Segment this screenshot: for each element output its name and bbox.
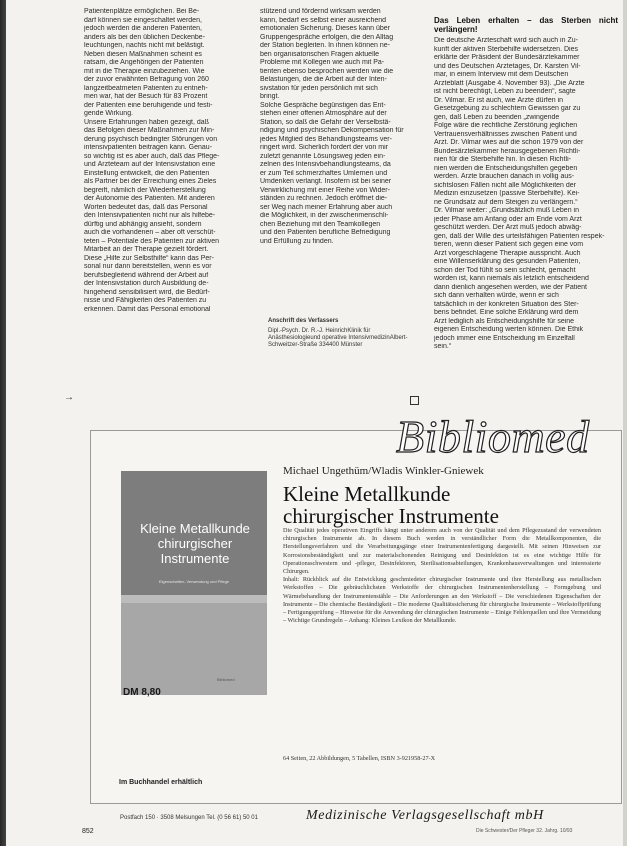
address-line: 4400 Münster: [325, 342, 363, 348]
book-description: [283, 527, 601, 625]
body-text-line: dann dienlich angesehen werden, wie der Patient: [434, 283, 587, 291]
body-text-line: emotionalen Sicherung. Dieses kann über: [260, 25, 390, 32]
body-text-line: zuletzt genannte Lösungsweg jeden ein-: [260, 152, 386, 160]
body-text-line: darf können sie eingeschaltet werden,: [84, 16, 202, 24]
body-text-line: auch die vorhandenen – aber oft verschüt-: [84, 229, 216, 236]
body-text-line: Gesetzgebung zu schlechtem Gewissen gar zu: [434, 105, 581, 112]
address-line: Albert-Schweitzer-Straße 33: [268, 335, 408, 348]
body-text-line: ser Weg nach meiner Erfahrung aber auch: [260, 203, 393, 211]
body-text-line: Worten bedeutet das, daß das Personal: [84, 203, 208, 211]
body-text-line: ratsam, die Angehörigen der Patienten: [84, 59, 204, 66]
magazine-page: [6, 0, 623, 846]
body-text-line: werden. Ärzte brauchen danach in vollig aus-: [434, 173, 575, 180]
body-text-line: der Intensivstation durch Ausbildung de-: [84, 280, 209, 287]
bookstore-note: Im Buchhandel erhältlich: [119, 779, 203, 786]
body-text-line: den Intensivpatienten nicht nur als hilfebe-: [84, 212, 216, 219]
body-text-line: Umdenken verlangt. Insofern ist bei seiner: [260, 178, 392, 185]
body-text-line: Einstellung entwickelt, die den Patienten: [84, 169, 210, 177]
article-headline: Das Leben erhalten – das Sterben nicht verlängern!: [434, 16, 618, 34]
body-text-line: Arzt lediglich als Entscheidungshilfe für seine: [434, 317, 575, 325]
body-text-line: sein.“: [434, 343, 452, 350]
body-text-line: der Autonomie des Patienten. Mit anderen: [84, 195, 215, 202]
body-text-line: tieren, wenn dieser Patient sich gegen eine vom: [434, 241, 584, 248]
body-text-line: mar, in einem Interview mit dem Deutschen: [434, 71, 569, 78]
body-text-line: Vertrauensverhältnisses zwischen Patient und: [434, 130, 577, 138]
book-title-line-2: chirurgischer Instrumente: [283, 504, 499, 528]
body-text-line: stehen einer offenen Atmosphäre auf der: [260, 110, 387, 117]
body-text-line: leuchtungen, nachts nicht mit belästigt.: [84, 42, 205, 49]
body-text-line: sivstation für jeden persönlich mit sich: [260, 84, 378, 92]
body-text-line: Die deutsche Ärzteschaft wird sich auch in Zu-: [434, 37, 578, 44]
body-text-line: langzeitbeatmeten Patienten zu entneh-: [84, 84, 208, 92]
body-text-line: Dr. Vilmar. Er ist auch, wie Ärzte dürfen in: [434, 96, 564, 104]
body-text-line: kann, bedarf es selbst einer ausreichend: [260, 16, 387, 24]
book-description-intro: Die Qualität jedes operativen Eingriffs hängt unter anderem auch von der Qualität und dem Pflegezustand der verwendeten chirurgischen Instrumente ab. In diesem Buch werden in verständlicher Form die Metallkomponenten, die Herstellungsverfahren und die Verarbeitungsgänge einer Instrumentenfertigung dargestellt. Mit seinen Hinweisen zur Korrosionsbeständigkeit und zur materialschonenden Reinigung und Desinfektion ist es eine wichtige Hilfe für Operationsschwestern und -pfleger, Desinfektoren, Sterilisationsabteilungen, Krankenhausverwaltungen und interessierte Chirurgen.: [283, 527, 601, 576]
body-text-line: men war, hat der Besuch für 83 Prozent: [84, 93, 208, 100]
body-text-line: nisse und Fähigkeiten des Patienten zu: [84, 297, 207, 304]
body-text-line: ständen zu rechnen. Jedoch eröffnet die-: [260, 195, 388, 202]
body-text-line: hingehend sensibilisiert wird, die Bedürf-: [84, 288, 210, 296]
publisher-name: Medizinische Verlagsgesellschaft mbH: [306, 808, 544, 823]
author-address: [268, 318, 418, 349]
book-authors: Michael Ungethüm/Wladis Winkler-Gniewek: [283, 465, 484, 477]
page-footer: Die Schwester/Der Pfleger 32. Jahrg. 10/93: [476, 828, 573, 834]
body-text-line: Verwirklichung mit einer Reihe von Wider-: [260, 186, 390, 194]
body-text-line: und Erfüllung zu finden.: [260, 237, 334, 245]
column-left: [84, 8, 256, 314]
body-text-line: gen, daß Leben zu beenden „zwingende: [434, 113, 560, 121]
publisher-logo: Bibliomed: [396, 411, 590, 462]
body-text-line: worden ist, kann niemals als letzlich entscheidend: [434, 275, 589, 282]
body-text-line: die Möglichkeit, in der zwischenmenschli-: [260, 212, 389, 219]
body-text-line: Unsere Erfahrungen haben gezeigt, daß: [84, 118, 209, 126]
book-title: [283, 483, 499, 527]
body-text-line: Patientenplätze ermöglichen. Bei Be-: [84, 8, 200, 15]
body-text-line: Mitarbeit an der Therapie gezielt fördert.: [84, 246, 209, 253]
body-text-line: jedoch werden die anderen Patienten,: [84, 25, 202, 32]
body-text-line: mit in die Therapie einzubeziehen. Wie: [84, 67, 205, 75]
body-text-line: und des Deutschen Ärztetages, Dr. Karsten Vil-: [434, 62, 581, 70]
body-text-line: ben organisatorischen Fragen aktuelle: [260, 50, 380, 58]
body-text-line: Arzt. Dr. Vilmar wies auf die schon 1979 von der: [434, 139, 584, 146]
body-text-line: ne Grundsatz auf dem Steigen zu verlängern.“: [434, 198, 578, 206]
book-title-line-1: Kleine Metallkunde: [283, 482, 451, 506]
body-text-line: der Patienten eine beruhigende und festi-: [84, 101, 213, 109]
body-text-line: und den Patienten berufliche Befriedigung: [260, 229, 391, 236]
cover-subtitle: Eigenschaften, Verwendung und Pflege: [158, 579, 230, 584]
body-text-line: chen Beziehung mit den Teamkollegen: [260, 220, 381, 228]
body-text-line: sich dann verhalten würde, wenn er sich: [434, 292, 559, 299]
body-text-line: stützend und fördernd wirksam werden: [260, 8, 381, 15]
body-text-line: Neben diesen Maßnahmen scheint es: [84, 50, 202, 58]
body-text-line: begreift, nämlich der Wiederherstellung: [84, 186, 206, 194]
body-text-line: Dr. Vilmar weiter: „Grundsätzlich muß Leben in: [434, 207, 579, 214]
address-line: Klinik für Anästhesiologie: [268, 328, 371, 341]
body-text-line: Bundesärztekammer herausgegebenen Richtli-: [434, 147, 581, 155]
book-price: DM 8,80: [123, 687, 161, 698]
body-text-line: schon der Tod fühlt so sein schlecht, gemacht: [434, 266, 576, 274]
author-address-title: Anschrift des Verfassers: [268, 318, 339, 324]
body-text-line: intensivpatienten beitragen kann. Genau-: [84, 144, 213, 151]
body-text-line: jeder Phase am Anfang oder am Ende vom Arzt: [434, 215, 582, 223]
body-text-line: als Partner bei der Erreichung eines Zieles: [84, 178, 217, 185]
body-text-line: er zum Teil schmerzhaftes Umlernen und: [260, 169, 388, 177]
book-advertisement: [90, 430, 622, 804]
body-text-line: dürftig und abhängig ansieht, sondern: [84, 220, 202, 228]
body-text-line: kunft der aktiven Sterbehilfe widersetzen. Dies: [434, 45, 578, 53]
column-middle: [260, 8, 430, 246]
body-text-line: bringt.: [260, 93, 280, 100]
body-text-line: geschützt werden. Der Arzt muß jedoch abwäg-: [434, 224, 582, 231]
article-end-mark: [410, 396, 419, 405]
address-line: und operative Intensivmedizin: [310, 335, 390, 341]
body-text-line: erkennen. Damit das Personal emotional: [84, 305, 211, 313]
address-line: Dipl.-Psych. Dr. R.-J. Heinrich: [268, 328, 348, 334]
body-text-line: anders als bei den üblichen Deckenbe-: [84, 33, 206, 41]
body-text-line: gende Wirkung.: [84, 110, 134, 117]
body-text-line: Arzt vorgeschlagene Therapie ausspricht. Auch: [434, 249, 581, 257]
body-text-line: ndigung und psychischen Dekompensation für: [260, 127, 404, 134]
body-text-line: Ärzteblatt (Ausgabe 4. November 93). „Die Ärzte: [434, 79, 585, 87]
book-cover: [121, 471, 267, 695]
body-text-line: teten – Potentiale des Patienten zur aktiven: [84, 237, 220, 245]
body-text-line: erklärte der Präsident der Bundesärztekammer: [434, 54, 580, 61]
body-text-line: jedes Mitglied des Behandlungsteams ver-: [260, 135, 392, 143]
body-text-line: Solche Gespräche begünstigen das Ent-: [260, 101, 386, 109]
body-text-line: Probleme mit Kollegen wie auch mit Pa-: [260, 59, 385, 66]
body-text-line: Diese „Hilfe zur Selbsthilfe“ kann das Per-: [84, 254, 214, 262]
body-text-line: das Befolgen dieser Maßnahmen zur Min-: [84, 127, 215, 134]
page-number: 852: [82, 828, 94, 835]
publisher-address: Postfach 150 · 3508 Melsungen Tel. (0 56 61) 50 01: [120, 815, 258, 821]
book-description-contents: Inhalt: Rückblick auf die Entwicklung geschmiedeter chirurgischer Instrumente und ihre Herstellung aus metallischen Werkstoffen – Die gebräuchlichsten Werkstoffe der chirurgischen Instrumentenherstellung – Formgebung und Wärmebehandlung der Instrumentenstähle – Die Anforderungen an den Werkstoff – Die verschiedenen Eigenschaften der Instrumente – Die chemische Beständigkeit – Die moderne Qualitätssicherung für chirurgische Instrumente – Werkstoffprüfung – Fertigungsprüfung – Hinweise für die Anwendung der chirurgischen Instrumente – Einige Fehlerquellen und ihre Vermeidung – Wichtige Grundregeln – Anhang: Kleines Lexikon der Metallkunde.: [283, 576, 601, 625]
column-right: [434, 16, 618, 352]
cover-title: Kleine Metallkunde chirurgischer Instrumente: [140, 521, 250, 566]
body-text-line: nien für die Sterbehilfe hin. In diesen Richtli-: [434, 156, 571, 163]
body-text-line: nien werden die Entscheidungshilfen gegeben: [434, 164, 578, 172]
cover-publisher: Bibliomed: [217, 677, 235, 682]
margin-arrow-icon: →: [64, 392, 74, 403]
body-text-line: Gruppengespräche erfolgen, die den Alltag: [260, 33, 394, 41]
cover-band: [121, 595, 267, 603]
body-text-line: zelnen des Intensivbehandlungsteams, da: [260, 161, 391, 168]
cover-lower-panel: [121, 603, 267, 695]
body-text-line: tatsächlich in der konkreten Situation des Ster-: [434, 300, 579, 308]
body-text-line: und Ärzteteam auf der Intensivstation eine: [84, 161, 216, 168]
body-text-line: ringert wird. Sicherlich fordert der von mir: [260, 144, 388, 151]
body-text-line: Station, so daß die Gefahr der Verselbstä-: [260, 118, 391, 126]
body-text-line: gen, daß der Wille des urteilsfähigen Patienten respek-: [434, 232, 605, 240]
body-text-line: bens befindet. Eine solche Erklärung wird dem: [434, 309, 579, 316]
book-meta: 64 Seiten, 22 Abbildungen, 5 Tabellen, ISBN 3-921958-27-X: [283, 755, 436, 762]
body-text-line: sonal nur dann bereitstellen, wenn es vor: [84, 263, 212, 270]
body-text-line: derung psychisch bedingter Störungen von: [84, 135, 218, 143]
body-text-line: eine Willenserklärung des gesunden Patienten,: [434, 258, 581, 265]
body-text-line: berufsbegleitend während der Arbeit auf: [84, 271, 209, 279]
body-text-line: der Station begleiten. In ihnen können ne-: [260, 42, 390, 49]
body-text-line: eigenen Entscheidung werten können. Die Ethik: [434, 326, 584, 333]
body-text-line: jedoch immer eine Entscheidung im Einzelfall: [434, 334, 575, 342]
body-text-line: tienten ebenso besprochen werden wie die: [260, 67, 394, 75]
body-text-line: der zuvor erwähnten Befragung von 260: [84, 76, 209, 83]
body-text-line: ist nicht berechtigt, Leben zu beenden“, sagte: [434, 88, 576, 95]
body-text-line: so wichtig ist es aber auch, daß das Pflege-: [84, 152, 220, 160]
body-text-line: Medizin einzusetzen (passive Sterbehilfe). Kei-: [434, 190, 580, 197]
body-text-line: Belastungen, die die Arbeit auf der Inten-: [260, 76, 387, 83]
body-text-line: sichtslosen Fällen nicht alle Möglichkeiten der: [434, 181, 577, 189]
body-text-line: Folge wäre die rechtliche Zerstörung jeglichen: [434, 122, 578, 129]
